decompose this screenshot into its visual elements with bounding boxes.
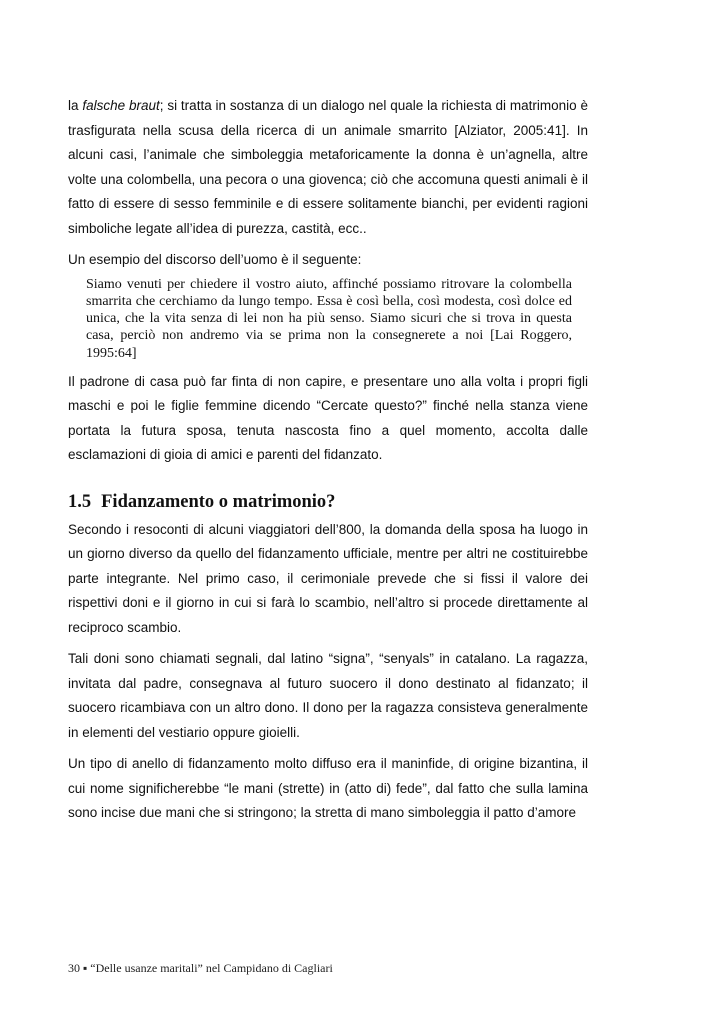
paragraph-ring: Un tipo di anello di fidanzamento molto diffuso era il maninfide, di origine bizantina, il cui nome significherebbe “le mani (strette) in (atto di) fede”, dal fatto che sulla lamina sono incise due mani che si stringono; la stretta di mano simboleggia il patto d’amore bbox=[68, 756, 588, 821]
section-heading bbox=[68, 489, 588, 515]
paragraph-host: Il padrone di casa può far finta di non capire, e presentare uno alla volta i propri figli maschi e poi le figlie femmine dicendo “Cercate questo?” finché nella stanza viene portata la futura sposa, tenuta nascosta fino a quel momento, accolta dalle esclamazioni di gioia di amici e parenti del fidanzato. bbox=[68, 373, 588, 463]
paragraph-intro-lead: la bbox=[68, 98, 83, 113]
paragraph-intro bbox=[68, 94, 588, 241]
italic-term: falsche braut bbox=[82, 98, 160, 113]
block-quote: Siamo venuti per chiedere il vostro aiuto, affinché possiamo ritrovare la colombella smarrita che cerchiamo da lungo tempo. Essa è così bella, così modesta, così dolce ed unica, che la vita senza di lei non ha più senso. Siamo sicuri che si trova in questa casa, perciò non andremo via se prima non la consegnerete a noi [Lai Roggero, 1995:64] bbox=[86, 276, 572, 361]
section-title: Fidanzamento o matrimonio? bbox=[101, 491, 336, 512]
page-body bbox=[68, 94, 588, 833]
page-footer: 30 ▪ “Delle usanze maritali” nel Campidano di Cagliari bbox=[68, 961, 333, 975]
paragraph-example-intro: Un esempio del discorso dell’uomo è il seguente: bbox=[68, 252, 362, 267]
paragraph-travelers: Secondo i resoconti di alcuni viaggiatori dell’800, la domanda della sposa ha luogo in un giorno diverso da quello del fidanzamento ufficiale, mentre per altri ne costituirebbe parte integrante. Nel primo caso, il cerimoniale prevede che si fissi il valore dei rispettivi doni e il giorno in cui si farà lo scambio, nell’altro si procede direttamente al reciproco scambio. bbox=[68, 521, 588, 635]
paragraph-gifts: Tali doni sono chiamati segnali, dal latino “signa”, “senyals” in catalano. La ragazza, invitata dal padre, consegnava al futuro suocero il dono destinato al fidanzato; il suocero ricambiava con un altro dono. Il dono per la ragazza consisteva generalmente in elementi del vestiario oppure gioielli. bbox=[68, 651, 588, 740]
paragraph-intro-rest: ; si tratta in sostanza di un dialogo nel quale la richiesta di matrimonio è trasfigurata nella scusa della ricerca di un animale smarrito [Alziator, 2005:41]. In alcuni casi, l’animale che simboleggia metaforicamente la donna è un’agnella, altre volte una colombella, una pecora o una giovenca; ciò che accomuna questi animali è il fatto di essere di sesso femminile e di essere solitamente bianchi, per evidenti ragioni simboliche legate all’idea di purezza, castità, ecc.. bbox=[68, 98, 589, 236]
section-number: 1.5 bbox=[68, 491, 92, 512]
